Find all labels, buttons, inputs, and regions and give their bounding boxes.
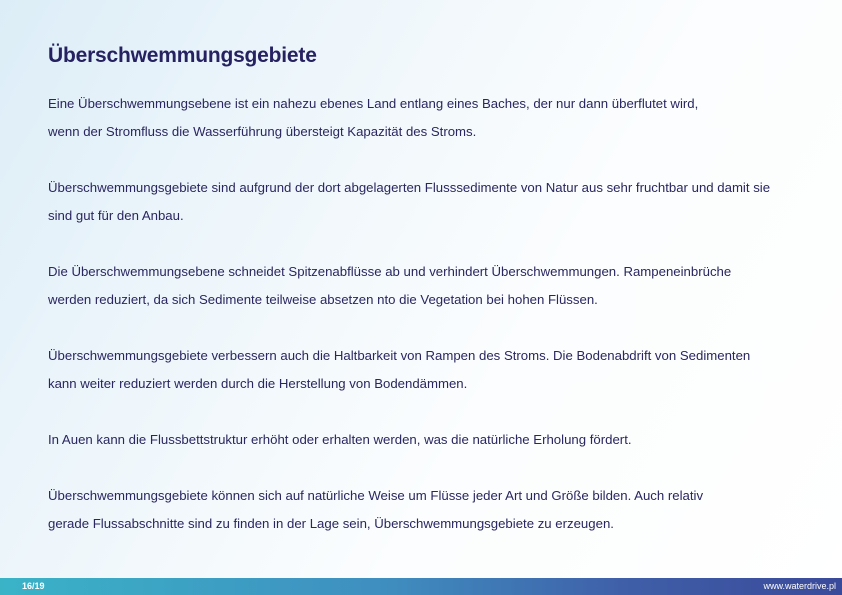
paragraph-line: In Auen kann die Flussbettstruktur erhöht oder erhalten werden, was die natürliche Erholung fördert. [48, 432, 632, 447]
paragraph-line: kann weiter reduziert werden durch die Herstellung von Bodendämmen. [48, 376, 468, 391]
page-number: 16/19 [22, 581, 45, 591]
paragraph-4 [48, 342, 828, 398]
paragraph-line: Eine Überschwemmungsebene ist ein nahezu ebenes Land entlang eines Baches, der nur dann überflutet wird, [48, 96, 699, 111]
website-link[interactable]: www.waterdrive.pl [763, 581, 836, 591]
paragraph-line: Überschwemmungsgebiete verbessern auch die Haltbarkeit von Rampen des Stroms. Die Bodenabdrift von Sedimenten [48, 348, 751, 363]
page-title: Überschwemmungsgebiete [48, 44, 317, 67]
paragraph-1 [48, 90, 828, 146]
paragraph-line: werden reduziert, da sich Sedimente teilweise absetzen nto die Vegetation bei hohen Flüssen. [48, 292, 598, 307]
footer-bar [0, 578, 842, 595]
paragraph-5 [48, 426, 828, 454]
paragraph-line: wenn der Stromfluss die Wasserführung übersteigt Kapazität des Stroms. [48, 124, 477, 139]
paragraph-line: Überschwemmungsgebiete sind aufgrund der dort abgelagerten Flusssedimente von Natur aus sehr fruchtbar und damit sie [48, 180, 771, 195]
paragraph-line: Überschwemmungsgebiete können sich auf natürliche Weise um Flüsse jeder Art und Größe bilden. Auch relativ [48, 488, 704, 503]
paragraph-6 [48, 482, 828, 538]
paragraph-2 [48, 174, 828, 230]
paragraph-line: Die Überschwemmungsebene schneidet Spitzenabflüsse ab und verhindert Überschwemmungen. Rampeneinbrüche [48, 264, 732, 279]
paragraph-line: sind gut für den Anbau. [48, 208, 184, 223]
paragraph-line: gerade Flussabschnitte sind zu finden in der Lage sein, Überschwemmungsgebiete zu erzeugen. [48, 516, 614, 531]
paragraph-3 [48, 258, 828, 314]
